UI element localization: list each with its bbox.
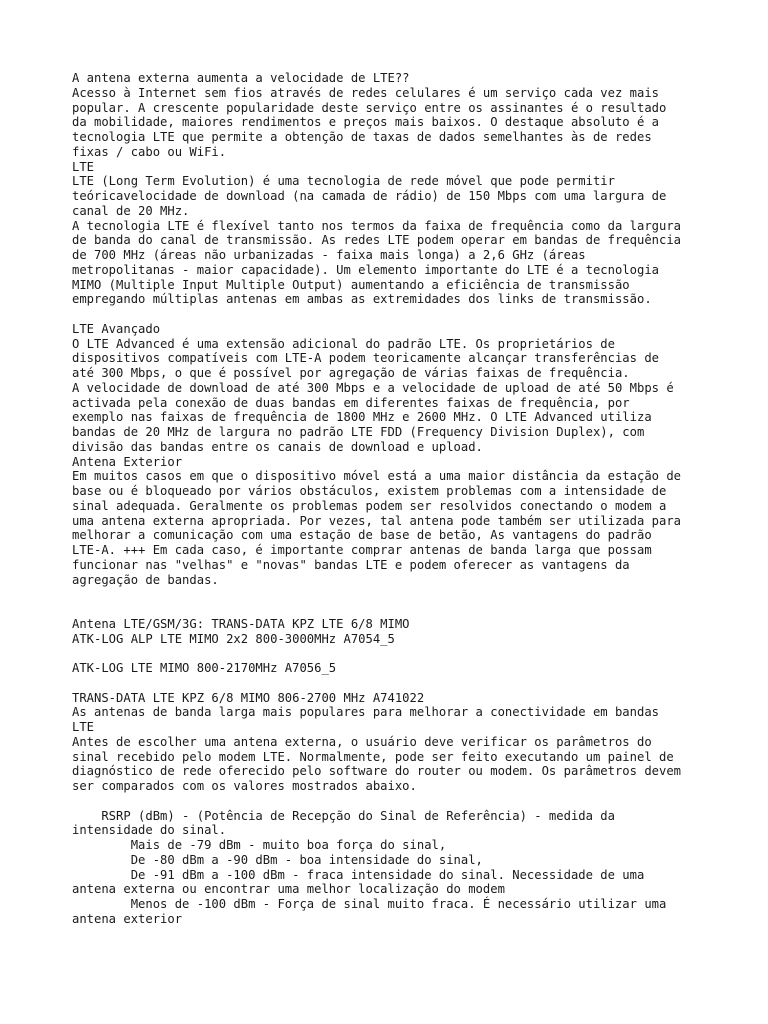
text-line: melhorar a comunicação com uma estação de base de betão, As vantagens do padrão	[72, 528, 652, 543]
text-line: tecnologia LTE que permite a obtenção de taxas de dados semelhantes às de redes	[72, 130, 652, 144]
text-line: de 700 MHz (áreas não urbanizadas - faixa mais longa) a 2,6 GHz (áreas	[72, 248, 586, 262]
text-line: activada pela conexão de duas bandas em diferentes faixas de frequência, por	[72, 395, 630, 410]
text-line: Antena Exterior	[72, 454, 183, 469]
text-line	[72, 794, 712, 809]
text-line: TRANS-DATA LTE KPZ 6/8 MIMO 806-2700 MHz A741022	[72, 690, 425, 705]
text-line: fixas / cabo ou WiFi.	[72, 144, 227, 159]
text-line: De -91 dBm a -100 dBm - fraca intensidade do sinal. Necessidade de uma	[72, 867, 645, 882]
text-line: LTE-A. +++ Em cada caso, é importante comprar antenas de banda larga que possam	[72, 543, 652, 557]
text-line	[72, 676, 712, 691]
text-line: sinal recebido pelo modem LTE. Normalmente, pode ser feito executando um painel de	[72, 749, 674, 764]
text-line: funcionar nas "velhas" e "novas" bandas LTE e podem oferecer as vantagens da	[72, 557, 630, 572]
text-line	[72, 602, 712, 617]
text-line: teóricavelocidade de download (na camada de rádio) de 150 Mbps com uma largura de	[72, 189, 667, 203]
text-line: antena externa ou encontrar uma melhor localização do modem	[72, 882, 505, 897]
text-line: divisão das bandas entre os canais de download e upload.	[72, 439, 483, 454]
text-line: MIMO (Multiple Input Multiple Output) aumentando a eficiência de transmissão	[72, 277, 630, 292]
document-body	[72, 71, 712, 927]
text-line: popular. A crescente popularidade deste serviço entre os assinantes é o resultado	[72, 100, 667, 115]
text-line: RSRP (dBm) - (Potência de Recepção do Sinal de Referência) - medida da	[72, 808, 615, 823]
text-line: As antenas de banda larga mais populares para melhorar a conectividade em bandas	[72, 705, 659, 720]
text-line: LTE (Long Term Evolution) é uma tecnologia de rede móvel que pode permitir	[72, 174, 615, 189]
text-line: Em muitos casos em que o dispositivo móvel está a uma maior distância da estação de	[72, 469, 682, 484]
text-line: Acesso à Internet sem fios através de redes celulares é um serviço cada vez mais	[72, 85, 659, 100]
text-line: até 300 Mbps, o que é possível por agregação de várias faixas de frequência.	[72, 366, 630, 380]
text-line: A antena externa aumenta a velocidade de LTE??	[72, 71, 410, 85]
text-line	[72, 307, 712, 322]
text-line: de banda do canal de transmissão. As redes LTE podem operar em bandas de frequência	[72, 233, 682, 248]
text-line: ser comparados com os valores mostrados abaixo.	[72, 779, 417, 793]
text-line: ATK-LOG LTE MIMO 800-2170MHz A7056_5	[72, 661, 337, 675]
text-line	[72, 587, 712, 602]
text-line: A velocidade de download de até 300 Mbps e a velocidade de upload de até 50 Mbps é	[72, 380, 674, 395]
text-line: ATK-LOG ALP LTE MIMO 2x2 800-3000MHz A7054_5	[72, 631, 395, 646]
text-line: sinal adequada. Geralmente os problemas podem ser resolvidos conectando o modem a	[72, 498, 667, 513]
text-line: A tecnologia LTE é flexível tanto nos termos da faixa de frequência como da largura	[72, 218, 682, 233]
text-line: metropolitanas - maior capacidade). Um elemento importante do LTE é a tecnologia	[72, 262, 659, 277]
text-line: empregando múltiplas antenas em ambas as extremidades dos links de transmissão.	[72, 292, 652, 307]
text-line: agregação de bandas.	[72, 572, 219, 587]
text-line: Antena LTE/GSM/3G: TRANS-DATA KPZ LTE 6/8 MIMO	[72, 616, 410, 631]
text-line: intensidade do sinal.	[72, 823, 227, 838]
text-line: dispositivos compatíveis com LTE-A podem teoricamente alcançar transferências de	[72, 351, 659, 366]
text-line: canal de 20 MHz.	[72, 203, 190, 218]
text-line: LTE	[72, 159, 95, 174]
text-line: LTE Avançado	[72, 321, 161, 336]
text-line: De -80 dBm a -90 dBm - boa intensidade do sinal,	[72, 852, 483, 867]
text-line: exemplo nas faixas de frequência de 1800 MHz e 2600 MHz. O LTE Advanced utiliza	[72, 410, 652, 425]
text-line: base ou é bloqueado por vários obstáculos, existem problemas com a intensidade de	[72, 484, 667, 498]
text-line: da mobilidade, maiores rendimentos e preços mais baixos. O destaque absoluto é a	[72, 115, 659, 130]
text-line: uma antena externa apropriada. Por vezes, tal antena pode também ser utilizada para	[72, 513, 682, 528]
text-line: bandas de 20 MHz de largura no padrão LTE FDD (Frequency Division Duplex), com	[72, 425, 645, 439]
text-line: O LTE Advanced é uma extensão adicional do padrão LTE. Os proprietários de	[72, 336, 615, 351]
text-line: Menos de -100 dBm - Força de sinal muito fraca. É necessário utilizar uma	[72, 897, 667, 911]
text-line: diagnóstico de rede oferecido pelo software do router ou modem. Os parâmetros devem	[72, 764, 682, 779]
text-line: LTE	[72, 720, 95, 734]
text-line: Antes de escolher uma antena externa, o usuário deve verificar os parâmetros do	[72, 734, 652, 749]
text-line: Mais de -79 dBm - muito boa força do sinal,	[72, 838, 447, 852]
text-line: antena exterior	[72, 911, 183, 926]
text-line	[72, 646, 712, 661]
